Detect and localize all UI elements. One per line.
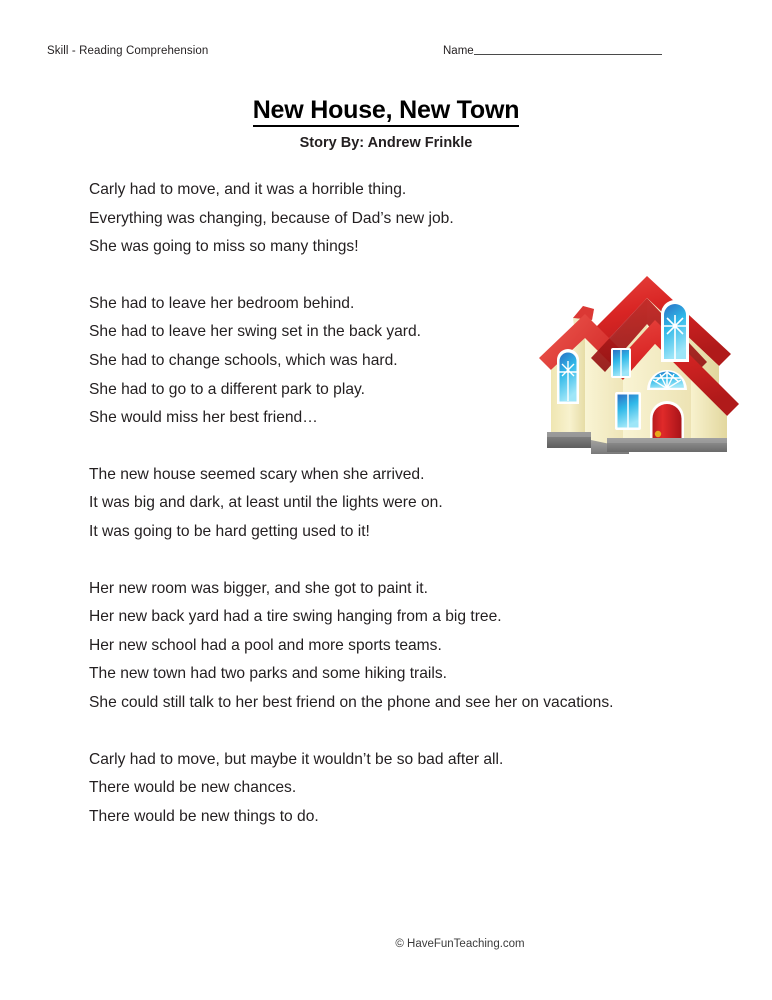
story-line: Carly had to move, and it was a horrible thing.	[89, 181, 407, 198]
left-arched-window	[557, 349, 579, 404]
doorknob-icon	[655, 431, 661, 437]
page-header	[0, 45, 772, 67]
upper-arched-window	[661, 300, 689, 362]
story-line: There would be new things to do.	[89, 807, 319, 825]
story-line: Carly had to move, but maybe it wouldn’t be so bad after all.	[89, 750, 504, 768]
story-line: She had to go to a different park to play.	[89, 380, 365, 398]
story-line: She could still talk to her best friend on the phone and see her on vacations.	[89, 693, 614, 711]
name-write-line[interactable]	[474, 54, 662, 55]
story-line: She had to leave her swing set in the back yard.	[89, 323, 421, 341]
story-line: She had to change schools, which was hard.	[89, 351, 398, 369]
story-byline: Story By: Andrew Frinkle	[299, 135, 473, 151]
page-title: New House, New Town	[253, 96, 520, 127]
story-line: She had to leave her bedroom behind.	[89, 294, 355, 312]
story-line: She was going to miss so many things!	[89, 238, 359, 256]
story-line: The new house seemed scary when she arrived.	[89, 465, 425, 483]
title-block	[0, 96, 772, 151]
story-line: The new town had two parks and some hiking trails.	[89, 665, 447, 683]
story-paragraph	[89, 575, 729, 718]
page-footer	[0, 938, 772, 950]
name-field-block	[443, 45, 662, 57]
story-line: It was big and dark, at least until the lights were on.	[89, 494, 443, 512]
story-line: Her new room was bigger, and she got to paint it.	[89, 579, 428, 597]
story-line: It was going to be hard getting used to it!	[89, 522, 370, 540]
story-line: She would miss her best friend…	[89, 409, 318, 427]
upper-small-window	[611, 348, 631, 378]
copyright-text: © HaveFunTeaching.com	[395, 938, 525, 950]
story-line: Everything was changing, because of Dad’s new job.	[89, 209, 454, 227]
skill-label: Skill - Reading Comprehension	[47, 45, 209, 57]
story-paragraph	[89, 176, 729, 262]
house-illustration	[495, 262, 743, 462]
story-line: Her new back yard had a tire swing hanging from a big tree.	[89, 608, 502, 626]
story-paragraph	[89, 461, 729, 547]
story-line: There would be new chances.	[89, 779, 297, 797]
name-label: Name	[443, 45, 474, 57]
front-rect-window	[615, 392, 641, 430]
story-line: Her new school had a pool and more sports teams.	[89, 636, 442, 654]
story-paragraph	[89, 746, 729, 832]
